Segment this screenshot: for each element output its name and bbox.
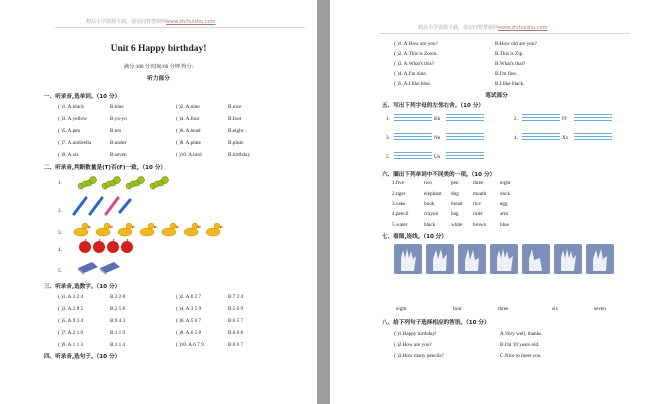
s3-item: ( )2. A.6 2 7 — [176, 294, 202, 300]
divider — [55, 27, 305, 28]
match-word: six — [552, 306, 559, 312]
word: dog — [451, 191, 459, 197]
s4-item: ( )1. A.How are you? — [394, 41, 438, 47]
s3-item: ( )1. A.3 2 4 — [58, 294, 84, 300]
s3-item: ( )8. A.6 5 8 — [176, 330, 202, 336]
s1-item-b: B.blue — [110, 104, 124, 110]
writing-lines — [574, 133, 612, 141]
word: black — [424, 222, 436, 228]
s1-item: ( )2. A.nine — [176, 104, 200, 110]
word: brown — [473, 222, 487, 228]
s3-item: ( )4. A.3 5 9 — [176, 306, 202, 312]
listening-part-label: 听力部分 — [147, 76, 170, 82]
section-5-heading: 五、写出下列字母的左邻右舍。（10 分） — [382, 103, 485, 109]
duck-images — [72, 219, 232, 239]
s1-item-b: B.seven — [110, 152, 127, 158]
s4-item-b: B.I'm fine. — [495, 71, 518, 77]
writing-lines — [394, 152, 432, 160]
word: two — [424, 180, 432, 186]
s3-item-b: B.1 1 4 — [110, 342, 126, 348]
s8-item: ( )2.How are you? — [394, 342, 432, 348]
letter-given: Ff — [562, 116, 567, 122]
s3-item-b: B.9 4 3 — [110, 318, 126, 324]
s2-label: 4. — [58, 247, 62, 253]
s1-item-b: B.foot — [228, 116, 242, 122]
book-images — [76, 258, 126, 276]
letter-given: Nn — [434, 135, 441, 141]
score-line: 满分:100 分 时间:60 分钟 得分: — [123, 64, 194, 70]
s3-item: ( )9. A.1 1 3 — [58, 342, 84, 348]
word: ruler — [473, 211, 483, 217]
pencil-images — [70, 194, 132, 216]
writing-lines — [574, 114, 612, 122]
s3-item: ( )6. A.5 6 7 — [176, 318, 202, 324]
word: 3.cake — [392, 201, 406, 207]
s3-item-b: B.6 5 7 — [228, 318, 244, 324]
writing-lines — [446, 152, 484, 160]
section-4-heading: 四、听录音,选句子。（10 分） — [44, 354, 121, 360]
s3-item: ( )3. A.2 8 5 — [58, 306, 84, 312]
match-word: four — [453, 306, 462, 312]
writing-lines — [394, 114, 432, 122]
word: arm — [500, 211, 509, 217]
s3-item: ( )5. A.9 3 4 — [58, 318, 84, 324]
s2-label: 3. — [58, 230, 62, 236]
watermark: 精品小学资源下载，请访问智慧树网www.zhihuishu.com — [86, 19, 216, 25]
s1-item-b: B.under — [110, 140, 127, 146]
section-7-heading: 七、看图,连线。（10 分） — [382, 234, 447, 240]
s4-item: ( )4. A.I'm nine. — [394, 71, 427, 77]
s4-item-b: B.What's that? — [495, 61, 526, 67]
word: rice — [473, 201, 481, 207]
letter-item-num: 3. — [386, 135, 390, 141]
s1-item-b: B.ten — [110, 128, 122, 134]
caterpillar-images — [76, 170, 188, 192]
writing-lines — [522, 133, 560, 141]
word: 2.tiger — [392, 191, 406, 197]
s3-item: ( )10. A.6 7 9 — [176, 342, 204, 348]
word: white — [451, 222, 463, 228]
word: elephant — [424, 191, 442, 197]
word: bread — [451, 201, 463, 207]
writing-lines — [446, 114, 484, 122]
s4-item-b: B.I like black. — [495, 81, 525, 87]
match-word: three — [498, 306, 509, 312]
word: book — [424, 201, 435, 207]
divider — [380, 33, 630, 34]
letter-given: Xx — [562, 135, 569, 141]
written-part-label: 笔试部分 — [485, 93, 508, 99]
s1-item: ( )1. A.black — [58, 104, 84, 110]
s4-item: ( )5. A.I like blue. — [394, 81, 432, 87]
s8-answer: B.I'm 10 years old. — [500, 342, 540, 348]
match-word: seven — [594, 306, 606, 312]
letter-item-num: 2. — [514, 116, 518, 122]
s4-item: ( )2. A.This is Zoom. — [394, 51, 438, 57]
s1-item-b: B.birthday — [228, 152, 251, 158]
s1-item: ( )6. A.head — [176, 128, 201, 134]
letter-given: Uu — [434, 154, 441, 160]
section-3-heading: 三、听录音,选数字。（10 分） — [44, 284, 121, 290]
s1-item: ( )4. A.four — [176, 116, 200, 122]
match-word: eight — [396, 306, 407, 312]
s8-answer: C.Nice to meet you. — [500, 353, 542, 359]
word: eight — [500, 180, 511, 186]
exam-page-1 — [0, 0, 317, 404]
s3-item-b: B.6 6 8 — [228, 330, 244, 336]
s1-item-b: B.yo-yo — [110, 116, 127, 122]
letter-item-num: 1. — [386, 116, 390, 122]
word: crayon — [424, 211, 439, 217]
word: egg — [500, 201, 508, 207]
s4-item-b: B.This is Zip. — [495, 51, 524, 57]
word: 4.pencil — [392, 211, 409, 217]
letter-given: Kk — [434, 116, 441, 122]
letter-item-num: 5. — [386, 154, 390, 160]
word: bag — [451, 211, 459, 217]
s8-item: ( )1.Happy birthday! — [394, 331, 437, 337]
s3-item-b: B.2 5 8 — [110, 306, 126, 312]
s8-answer: A.Very well, thanks. — [500, 331, 543, 337]
s3-item-b: B.5 6 9 — [228, 306, 244, 312]
exam-page-2 — [330, 0, 663, 404]
s8-item: ( )3.How many pencils? — [394, 353, 444, 359]
word: mouth — [473, 191, 487, 197]
hand-gesture-images — [394, 244, 616, 276]
s1-item: ( )8. A.plate — [176, 140, 201, 146]
s2-label: 1. — [58, 180, 62, 186]
watermark: 精品小学资源下载，请访问智慧树网www.zhihuishu.com — [418, 25, 548, 31]
writing-lines — [522, 114, 560, 122]
s2-label: 5. — [58, 268, 62, 274]
s1-item: ( )5. A.pen — [58, 128, 81, 134]
word: duck — [500, 191, 511, 197]
s3-item: ( )7. A.2 1 0 — [58, 330, 84, 336]
letter-item-num: 4. — [514, 135, 518, 141]
s1-item: ( )9. A.six — [58, 152, 79, 158]
word: three — [473, 180, 484, 186]
writing-lines — [446, 133, 484, 141]
writing-lines — [394, 133, 432, 141]
section-1-heading: 一、听录音,选单词。（10 分） — [44, 94, 121, 100]
s4-item: ( )3. A.What's this? — [394, 61, 434, 67]
word: pen — [451, 180, 459, 186]
section-6-heading: 六、圈出下列单词中不同类的一项。（10 分） — [382, 172, 496, 178]
s1-item: ( )7. A.umbrella — [58, 140, 92, 146]
s3-item-b: B.7 2 4 — [228, 294, 244, 300]
page-title: Unit 6 Happy birthday! — [110, 44, 207, 54]
s3-item-b: B.3 2 8 — [110, 294, 126, 300]
section-2-heading: 二、听录音,判断数量是(T)否(F)一致。（10 分） — [44, 165, 167, 171]
word: blue — [500, 222, 509, 228]
s2-label: 2. — [58, 208, 62, 214]
s4-item-b: B.How old are you? — [495, 41, 537, 47]
s3-item-b: B.6 6 7 — [228, 342, 244, 348]
apple-images — [78, 239, 136, 254]
s1-item: ( )10. A.bird — [176, 152, 202, 158]
s1-item-b: B.pleat — [228, 140, 243, 146]
s1-item: ( )3. A.yellow — [58, 116, 87, 122]
s3-item-b: B.1 1 0 — [110, 330, 126, 336]
section-8-heading: 八、给下列句子选择相应的答语。（10 分） — [382, 320, 490, 326]
word: 5.water — [392, 222, 408, 228]
s1-item-b: B.eight — [228, 128, 244, 134]
word: 1.five — [392, 180, 404, 186]
s1-item-b: B.nice — [228, 104, 242, 110]
